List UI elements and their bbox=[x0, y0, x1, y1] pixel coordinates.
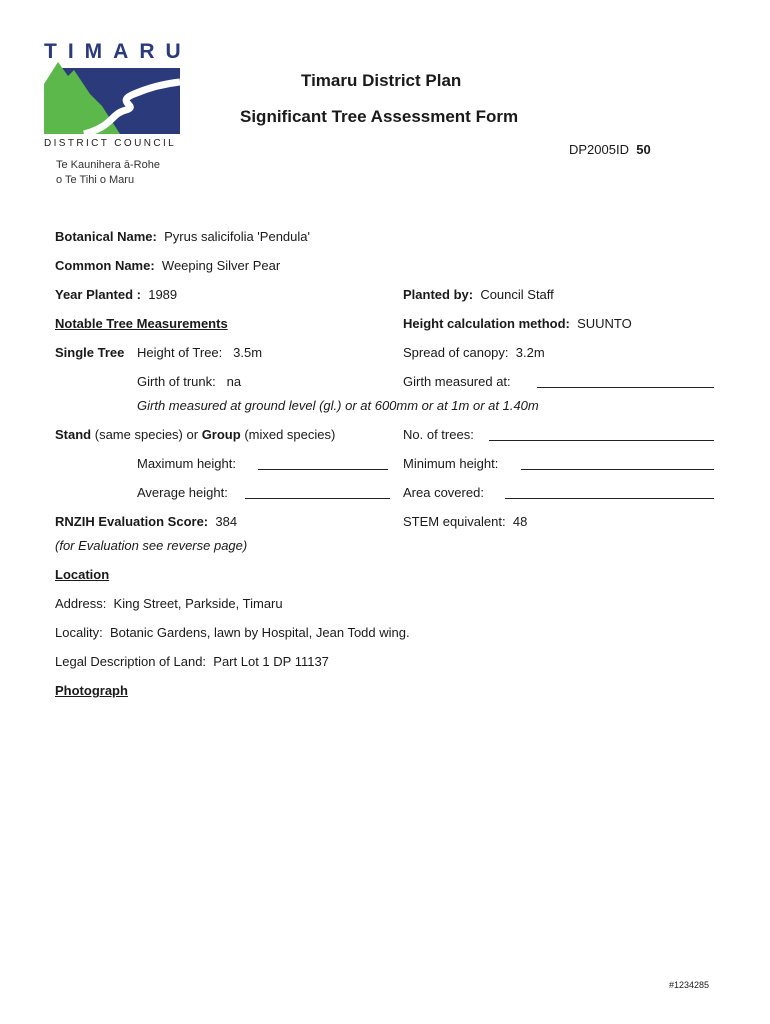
botanical-name-label: Botanical Name: bbox=[55, 229, 157, 244]
stand-label: Stand bbox=[55, 427, 92, 442]
tree-height-row bbox=[137, 345, 262, 360]
legal-description-row bbox=[55, 654, 329, 669]
locality-row bbox=[55, 625, 410, 640]
common-name-value: Weeping Silver Pear bbox=[161, 258, 281, 273]
max-height-blank[interactable] bbox=[258, 457, 388, 470]
logo-council-text: DISTRICT COUNCIL bbox=[44, 138, 177, 149]
address-value: King Street, Parkside, Timaru bbox=[113, 596, 283, 611]
height-method-label: Height calculation method: bbox=[403, 316, 570, 331]
year-planted-row bbox=[55, 287, 177, 302]
trunk-girth-label: Girth of trunk: bbox=[137, 374, 216, 389]
logo-wordmark: TIMARU bbox=[44, 40, 192, 63]
avg-height-label: Average height: bbox=[137, 485, 228, 500]
rnzih-score-row bbox=[55, 514, 237, 529]
planted-by-value: Council Staff bbox=[480, 287, 554, 302]
address-row bbox=[55, 596, 283, 611]
logo-maori-text bbox=[56, 158, 160, 188]
area-covered-label: Area covered: bbox=[403, 485, 484, 500]
locality-value: Botanic Gardens, lawn by Hospital, Jean Todd wing. bbox=[109, 625, 410, 640]
year-planted-value: 1989 bbox=[148, 287, 178, 302]
girth-measured-label: Girth measured at: bbox=[403, 374, 511, 389]
location-heading: Location bbox=[55, 567, 110, 582]
planted-by-label: Planted by: bbox=[403, 287, 474, 302]
no-of-trees-label: No. of trees: bbox=[403, 427, 474, 442]
year-planted-label: Year Planted : bbox=[55, 287, 141, 302]
stem-row bbox=[403, 514, 527, 529]
no-of-trees-blank[interactable] bbox=[489, 428, 714, 441]
legal-description-value: Part Lot 1 DP 11137 bbox=[213, 654, 329, 669]
logo-maori-line1: Te Kaunihera ā-Rohe bbox=[56, 159, 160, 171]
tree-height-label: Height of Tree: bbox=[137, 345, 223, 360]
canopy-spread-value: 3.2m bbox=[515, 345, 545, 360]
document-id bbox=[569, 142, 651, 157]
locality-label: Locality: bbox=[55, 625, 103, 640]
botanical-name-value: Pyrus salicifolia 'Pendula' bbox=[164, 229, 310, 244]
min-height-blank[interactable] bbox=[521, 457, 714, 470]
photograph-heading: Photograph bbox=[55, 683, 128, 698]
tree-height-value: 3.5m bbox=[233, 345, 263, 360]
planted-by-row bbox=[403, 287, 554, 302]
canopy-spread-label: Spread of canopy: bbox=[403, 345, 509, 360]
rnzih-score-label: RNZIH Evaluation Score: bbox=[55, 514, 209, 529]
form-title: Significant Tree Assessment Form bbox=[240, 107, 519, 126]
group-desc: (mixed species) bbox=[244, 427, 336, 442]
common-name-label: Common Name: bbox=[55, 258, 155, 273]
girth-note: Girth measured at ground level (gl.) or at 600mm or at 1m or at 1.40m bbox=[137, 398, 539, 413]
logo-maori-line2: o Te Tihi o Maru bbox=[56, 174, 135, 186]
stand-group-row bbox=[55, 427, 335, 442]
girth-measured-row bbox=[403, 374, 511, 389]
document-id-value: 50 bbox=[636, 142, 651, 157]
trunk-girth-value: na bbox=[226, 374, 242, 389]
group-label: Group bbox=[201, 427, 241, 442]
address-label: Address: bbox=[55, 596, 107, 611]
max-height-label: Maximum height: bbox=[137, 456, 236, 471]
single-tree-label: Single Tree bbox=[55, 345, 125, 360]
legal-description-label: Legal Description of Land: bbox=[55, 654, 207, 669]
height-method-value: SUUNTO bbox=[577, 316, 632, 331]
document-id-label: DP2005ID bbox=[569, 142, 629, 157]
height-method-row bbox=[403, 316, 632, 331]
evaluation-note: (for Evaluation see reverse page) bbox=[55, 538, 248, 553]
plan-title: Timaru District Plan bbox=[301, 71, 462, 90]
measurements-heading: Notable Tree Measurements bbox=[55, 316, 228, 331]
stand-desc: (same species) or bbox=[94, 427, 199, 442]
min-height-label: Minimum height: bbox=[403, 456, 499, 471]
stem-value: 48 bbox=[512, 514, 528, 529]
council-logo bbox=[44, 40, 194, 190]
document-number: #1234285 bbox=[669, 980, 710, 990]
botanical-name-row bbox=[55, 229, 310, 244]
rnzih-score-value: 384 bbox=[215, 514, 238, 529]
canopy-spread-row bbox=[403, 345, 545, 360]
logo-landscape-icon bbox=[44, 54, 184, 136]
area-covered-blank[interactable] bbox=[505, 486, 714, 499]
trunk-girth-row bbox=[137, 374, 241, 389]
girth-measured-blank[interactable] bbox=[537, 375, 714, 388]
stem-label: STEM equivalent: bbox=[403, 514, 506, 529]
common-name-row bbox=[55, 258, 280, 273]
avg-height-blank[interactable] bbox=[245, 486, 390, 499]
